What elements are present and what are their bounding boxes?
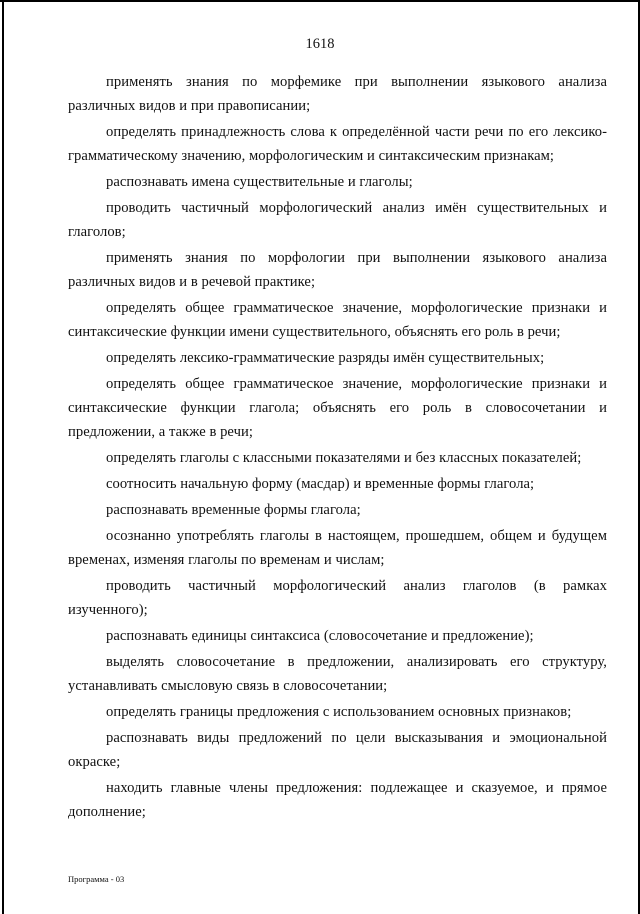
paragraph: находить главные члены предложения: подлежащее и сказуемое, и прямое дополнение; [68,780,607,820]
paragraph: проводить частичный морфологический анализ имён существительных и глаголов; [68,200,607,240]
scan-border-top [0,0,640,2]
paragraph: распознавать имена существительные и глаголы; [106,174,413,190]
paragraph: определять лексико-грамматические разряды имён существительных; [106,350,545,366]
footer-label: Программа - 03 [68,874,125,884]
paragraph: определять принадлежность слова к определённой части речи по его лексико-грамматическому значению, морфологическим и синтаксическим признакам; [68,124,607,164]
paragraph: определять общее грамматическое значение, морфологические признаки и синтаксические функции глагола; объяснять его роль в словосочетании и предложении, а также в речи; [68,376,607,440]
paragraph: применять знания по морфологии при выполнении языкового анализа различных видов и в речевой практике; [68,250,607,290]
paragraph: осознанно употреблять глаголы в настоящем, прошедшем, общем и будущем временах, изменяя глаголы по временам и числам; [68,528,607,568]
paragraph: распознавать единицы синтаксиса (словосочетание и предложение); [106,628,534,644]
document-body [68,70,607,826]
paragraph: распознавать виды предложений по цели высказывания и эмоциональной окраске; [68,730,607,770]
paragraph: определять общее грамматическое значение, морфологические признаки и синтаксические функции имени существительного, объяснять его роль в речи; [68,300,607,340]
paragraph: соотносить начальную форму (масдар) и временные формы глагола; [106,476,535,492]
paragraph: распознавать временные формы глагола; [106,502,361,518]
page-number: 1618 [305,36,335,52]
paragraph: проводить частичный морфологический анализ глаголов (в рамках изученного); [68,578,607,618]
paragraph: выделять словосочетание в предложении, анализировать его структуру, устанавливать смысловую связь в словосочетании; [68,654,607,694]
paragraph: применять знания по морфемике при выполнении языкового анализа различных видов и при правописании; [68,74,607,114]
paragraph: определять глаголы с классными показателями и без классных показателей; [106,450,582,466]
paragraph: определять границы предложения с использованием основных признаков; [106,704,572,720]
scan-border-left [2,0,4,914]
